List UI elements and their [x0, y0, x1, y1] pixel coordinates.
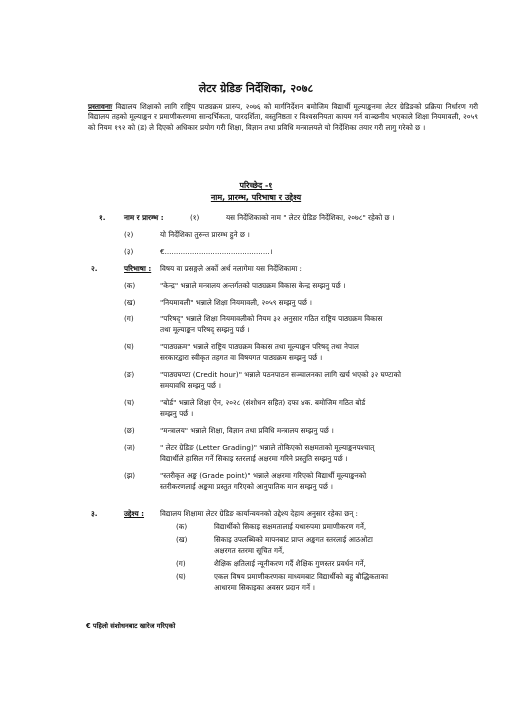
def-text-kha: "नियमावली" भन्नाले शिक्षा नियमावली, २०५९ सम्झनु पर्छ ।	[160, 298, 312, 307]
goal-mark-gha: (घ)	[176, 572, 186, 581]
def-mark-jha: (झ)	[124, 471, 136, 480]
def-text-ga-line1: "परिषद्" भन्नाले शिक्षा नियमावलीको नियम ३२ अनुसार गठित राष्ट्रिय पाठ्यक्रम विकास	[160, 314, 383, 323]
goal-text-kha-line1: सिकाइ उपलब्धिको मापनबाट प्राप्त अङ्कगत स्तरलाई आठओटा	[214, 535, 373, 544]
def-text-ja-line2: विद्यार्थीले हासिल गर्ने सिकाइ स्तरलाई अक्षरमा गरिने प्रस्तुति सम्झनु पर्छ ।	[160, 454, 348, 463]
section-1-mark-3: (३)	[124, 247, 134, 256]
def-text-jha-line1: "स्तरीकृत अङ्क (Grade point)" भन्नाले अक्षरमा गरिएको विद्यार्थी मूल्याङ्कनको	[160, 471, 367, 480]
def-mark-chha: (छ)	[124, 426, 135, 435]
document-title: लेटर ग्रेडिङ निर्देशिका, २०७८	[198, 82, 314, 95]
def-text-nga-line2: समयावधि सम्झनु पर्छ ।	[160, 381, 221, 390]
section-2-label: परिभाषा :	[124, 264, 152, 273]
def-text-gha-line2: सरकारद्वारा स्वीकृत तहगत वा विषयगत पाठ्यक्रम सम्झनु पर्छ ।	[160, 353, 323, 362]
goal-mark-ga: (ग)	[176, 559, 186, 568]
footnote: € पहिलो संशोधनबाट खारेज गरिएको	[86, 622, 176, 630]
goal-text-gha-line2: आधारमा सिकाइका अवसर प्रदान गर्ने ।	[214, 583, 315, 592]
def-text-ga-line2: तथा मूल्याङ्कन परिषद् सम्झनु पर्छ ।	[160, 325, 250, 334]
section-1-text-2: यो निर्देशिका तुरुन्त प्रारम्भ हुने छ ।	[160, 230, 250, 239]
def-text-ka: "केन्द्र" भन्नाले मन्त्रालय अन्तर्गतको पाठ्यक्रम विकास केन्द्र सम्झनु पर्छ ।	[160, 281, 346, 290]
section-3-intro: विद्यालय शिक्षामा लेटर ग्रेडिङ कार्यान्वयनको उद्देश्य देहाय अनुसार रहेका छन् :	[160, 509, 358, 518]
section-1-mark-2: (२)	[124, 230, 134, 239]
goal-mark-kha: (ख)	[176, 535, 188, 544]
def-mark-kha: (ख)	[124, 298, 136, 307]
section-1-mark-1: (१)	[190, 213, 200, 222]
goal-text-ka: विद्यार्थीको सिकाइ सक्षमतालाई यथारुपमा प्रमाणीकरण गर्ने,	[214, 522, 367, 531]
def-mark-ja: (ज)	[124, 443, 135, 452]
def-mark-ga: (ग)	[124, 314, 134, 323]
chapter-number: परिच्छेद -१	[239, 181, 273, 190]
goal-mark-ka: (क)	[176, 522, 188, 531]
def-mark-cha: (च)	[124, 398, 135, 407]
def-mark-gha: (घ)	[124, 342, 134, 351]
def-text-cha-line1: "बोर्ड" भन्नाले शिक्षा ऐन, २०२८ (संशोधन सहित) दफा ४क. बमोजिम गठित बोर्ड	[160, 398, 366, 407]
def-text-cha-line2: सम्झनु पर्छ ।	[160, 409, 194, 418]
preamble-label: प्रस्तावनाः	[88, 102, 113, 111]
section-1-text-3: €..............................................।	[160, 247, 273, 256]
def-text-nga-line1: "पाठ्यघण्टा (Credit hour)" भन्नाले पठनपाठन सञ्चालनका लागि खर्च भएको ३२ घण्टाको	[160, 370, 401, 379]
section-3-label: उद्देश्य :	[124, 509, 145, 518]
def-mark-ka: (क)	[124, 281, 136, 290]
def-mark-nga: (ङ)	[124, 370, 135, 379]
def-text-ja-line1: " लेटर ग्रेडिङ (Letter Grading)" भन्नाले तोकिएको सक्षमताको मूल्याङ्कनपश्चात्	[160, 443, 375, 452]
section-2-number: २.	[91, 264, 98, 273]
goal-text-kha-line2: अक्षरगत स्तरमा सूचित गर्ने,	[214, 546, 285, 555]
preamble-text: विद्यालय शिक्षाको लागि राष्ट्रिय पाठ्यक्रम प्रारुप, २०७६ को मार्गनिर्देशन बमोजिम विद्यार्थी मूल्याङ्कनमा लेटर ग्रेडिङको प्रक्रिया निर्धारण गरी विद्यालय तहको मूल्याङ्कन र प्रमाणीकरणमा सान्दर्भिकता, पारदर्शिता, वस्तुनिष्ठता र विश्वसनियता कायम गर्न वाञ्छनीय भएकाले शिक्षा नियमावली, २०५९ को नियम १९२ को (ड) ले दिएको अधिकार प्रयोग गरी शिक्षा, विज्ञान तथा प्रविधि मन्त्रालयले यो निर्देशिका तयार गरी लागु गरेको छ ।	[88, 102, 478, 132]
preamble	[88, 102, 478, 133]
goal-text-gha-line1: एकल विषय प्रमाणीकरणका माध्यमबाट विद्यार्थीको बहु बौद्धिकताका	[214, 572, 388, 581]
goal-text-ga: शैक्षिक क्षतिलाई न्यूनीकरण गर्दै शैक्षिक गुणस्तर प्रवर्धन गर्ने,	[214, 559, 366, 568]
section-3-number: ३.	[91, 509, 98, 518]
def-text-gha-line1: "पाठ्यक्रम" भन्नाले राष्ट्रिय पाठ्यक्रम विकास तथा मूल्याङ्कन परिषद् तथा नेपाल	[160, 342, 359, 351]
section-2-intro: विषय वा प्रसङ्गले अर्को अर्थ नलागेमा यस निर्देशिकामा :	[160, 264, 302, 273]
def-text-jha-line2: स्तरीकरणलाई अङ्कमा प्रस्तुत गरिएको आनुपातिक मान सम्झनु पर्छ ।	[160, 482, 333, 491]
section-1-label: नाम र प्रारम्भ :	[124, 213, 164, 222]
section-1-number: १.	[99, 213, 106, 222]
def-text-chha: "मन्त्रालय" भन्नाले शिक्षा, विज्ञान तथा प्रविधि मन्त्रालय सम्झनु पर्छ ।	[160, 426, 334, 435]
section-1-text-1: यस निर्देशिकाको नाम " लेटर ग्रेडिङ निर्देशिका, २०७८" रहेको छ ।	[226, 213, 395, 222]
chapter-heading: नाम, प्रारम्भ, परिभाषा र उद्देश्य	[210, 193, 302, 202]
